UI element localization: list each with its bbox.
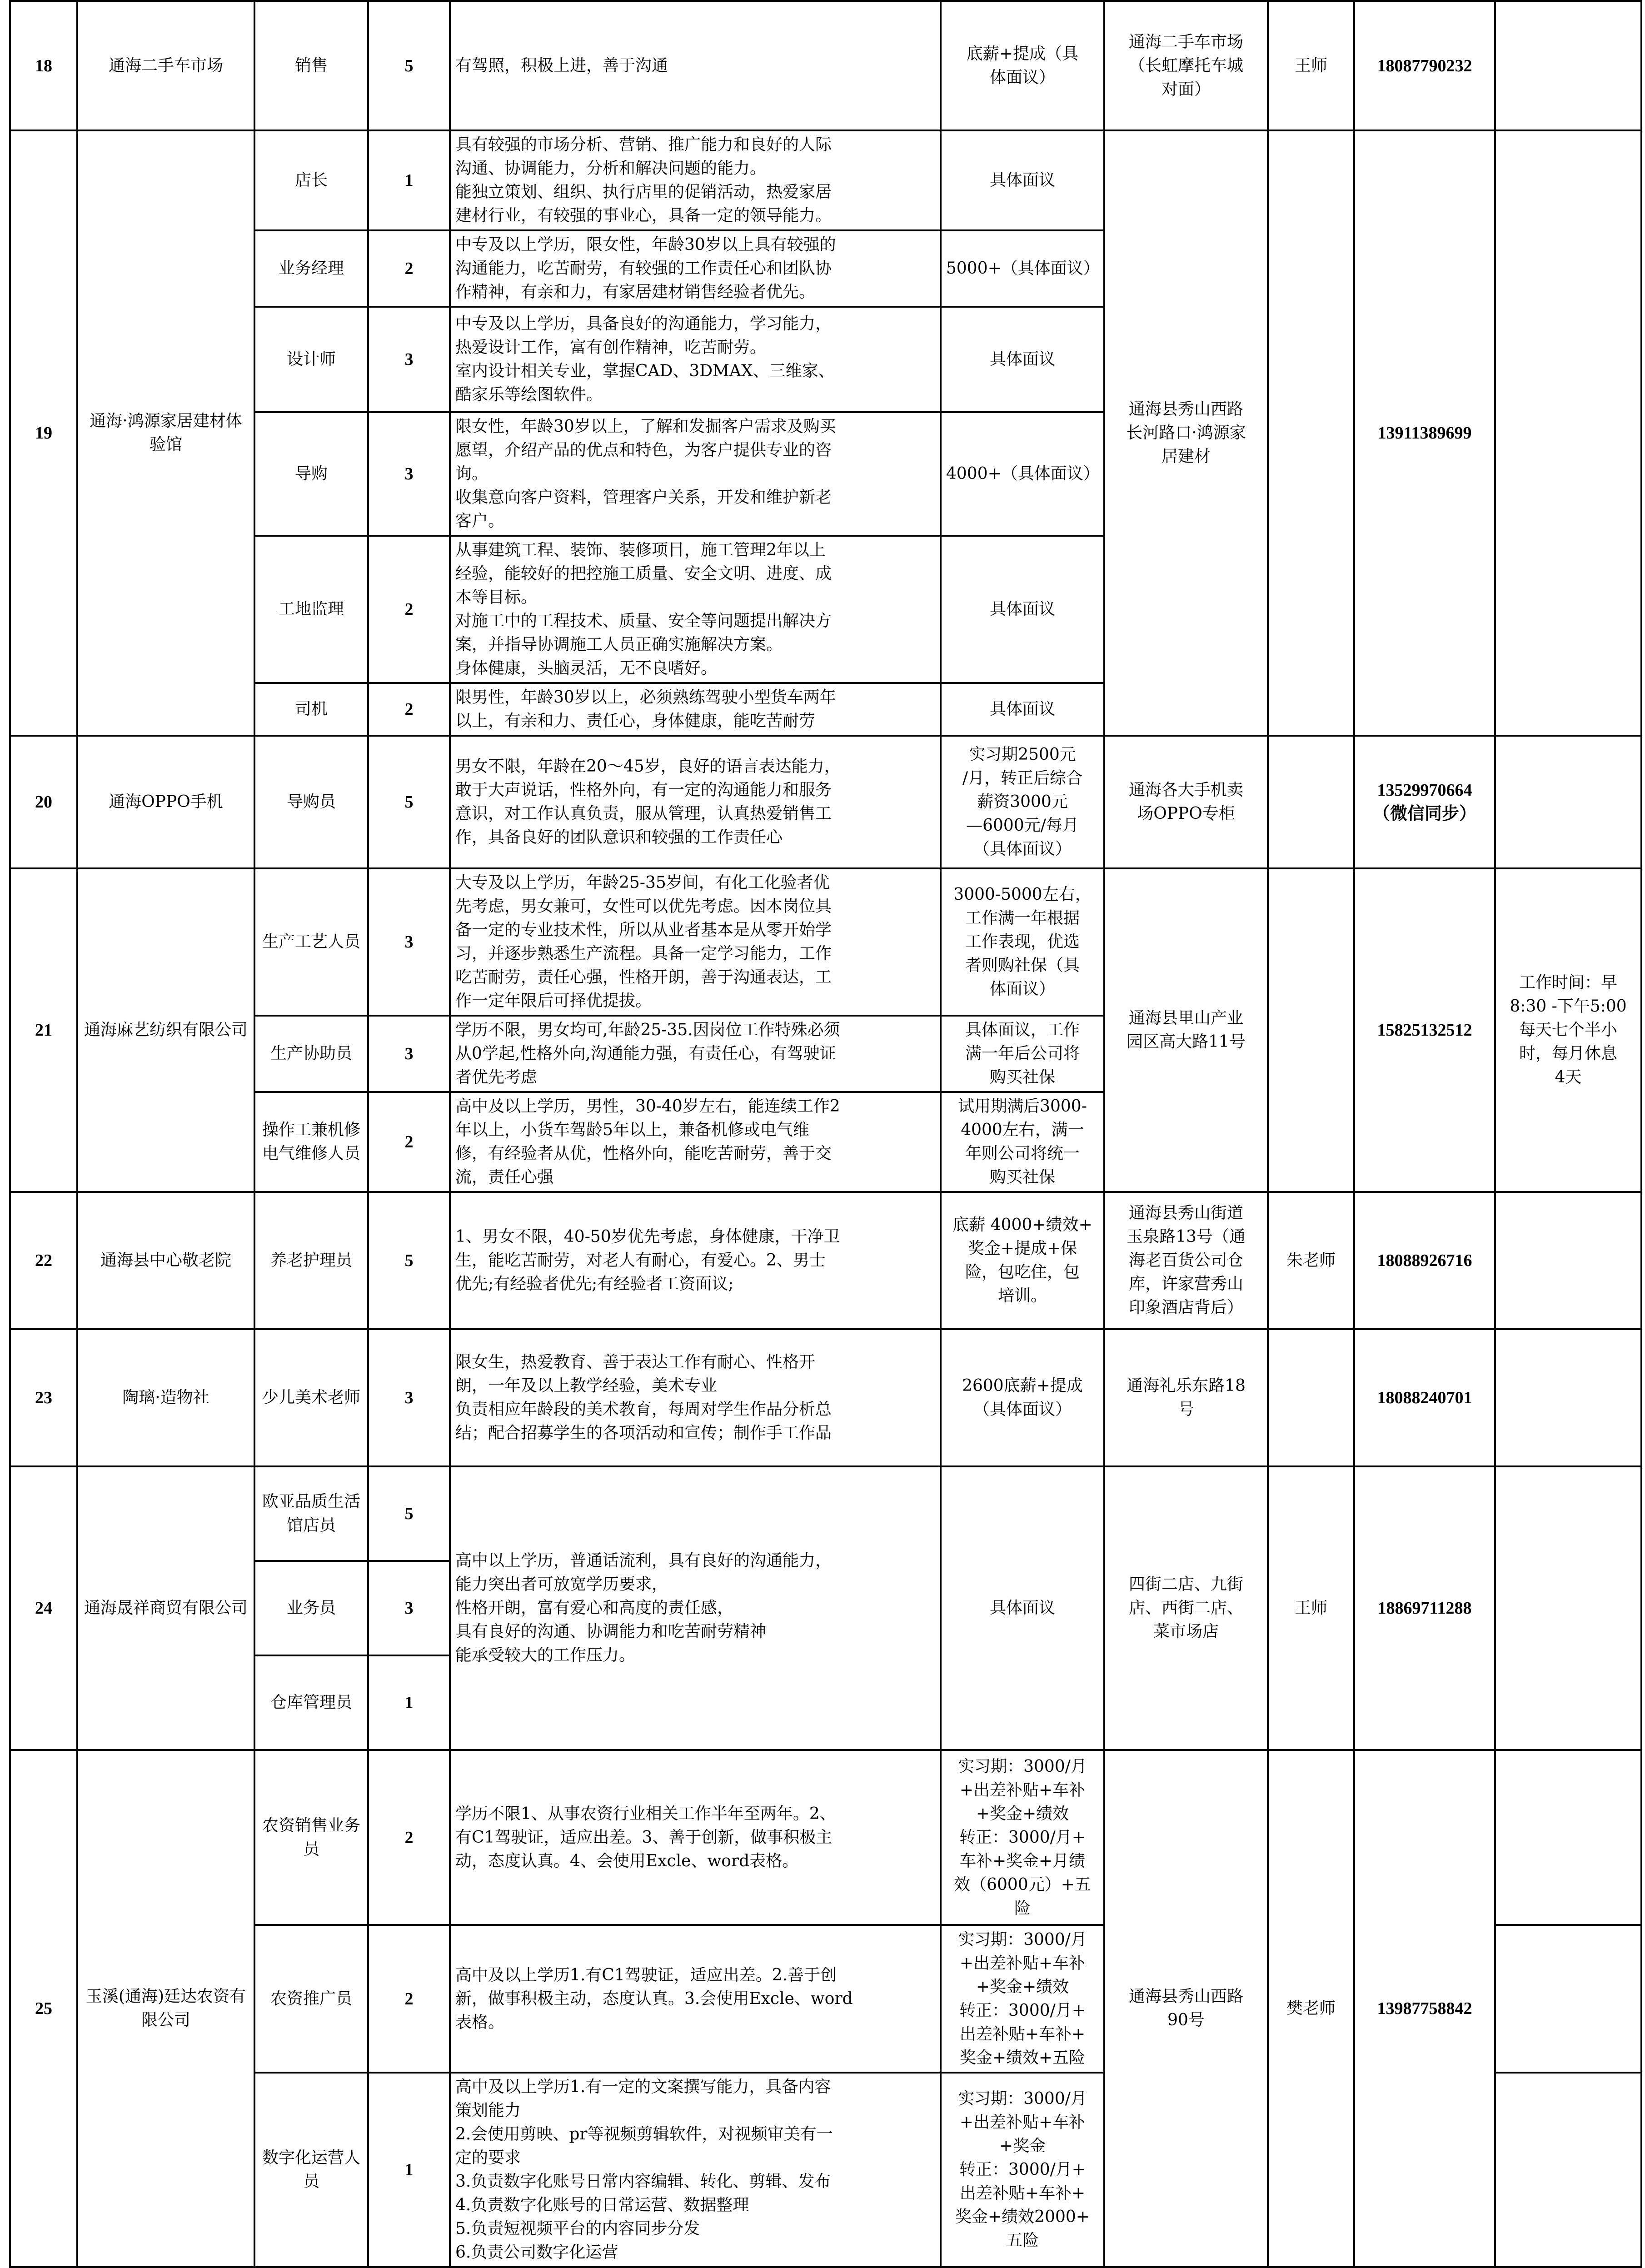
position-title: 业务员 bbox=[254, 1561, 368, 1655]
remarks-line: 8:30 -下午5:00 bbox=[1510, 997, 1627, 1016]
salary-line: 效（6000元）+五 bbox=[954, 1875, 1091, 1894]
remarks bbox=[1495, 1, 1641, 130]
work-address-line: 店、西街二店、 bbox=[1128, 1599, 1243, 1617]
salary-line: 转正：3000/月+ bbox=[959, 2001, 1086, 2020]
company-name: 通海麻艺纺织有限公司 bbox=[77, 868, 254, 1192]
salary-line: 购买社保 bbox=[989, 1068, 1055, 1087]
hire-count: 5 bbox=[368, 1192, 450, 1329]
requirements-line: 沟通能力，吃苦耐劳，有较强的工作责任心和团队协 bbox=[455, 259, 832, 278]
salary-line: 五险 bbox=[1006, 2231, 1039, 2250]
contact-person bbox=[1268, 868, 1354, 1192]
salary-line: 转正：3000/月+ bbox=[959, 1828, 1086, 1847]
salary-line: +出差补贴+车补 bbox=[959, 2113, 1086, 2132]
salary-line: 者则购社保（具 bbox=[965, 956, 1080, 975]
remarks bbox=[1495, 1925, 1641, 2073]
remarks bbox=[1495, 1192, 1641, 1329]
salary-line: +奖金+绩效 bbox=[976, 1804, 1069, 1823]
requirements-line: 有C1驾驶证，适应出差。3、善于创新，做事积极主 bbox=[455, 1828, 832, 1847]
phone-number-line: 15825132512 bbox=[1377, 1021, 1472, 1040]
salary bbox=[941, 1016, 1104, 1092]
contact-person bbox=[1268, 130, 1354, 736]
salary bbox=[941, 1192, 1104, 1329]
phone-number-line: 13911389699 bbox=[1377, 424, 1472, 443]
remarks-line: 每天七个半小 bbox=[1519, 1021, 1617, 1039]
requirements-line: 敢于大声说话，性格外向，有一定的沟通能力和服务 bbox=[455, 781, 832, 799]
hire-count: 3 bbox=[368, 1016, 450, 1092]
remarks bbox=[1495, 1466, 1641, 1750]
requirements bbox=[450, 1, 941, 130]
salary bbox=[941, 1, 1104, 130]
hire-count: 3 bbox=[368, 1329, 450, 1466]
salary-line: 底薪+提成（具 bbox=[966, 44, 1079, 63]
work-address bbox=[1104, 1, 1268, 130]
table-row bbox=[10, 868, 1641, 1016]
phone-number bbox=[1354, 130, 1495, 736]
requirements-line: 限男性，年龄30岁以上，必须熟练驾驶小型货车两年 bbox=[455, 688, 836, 707]
salary-line: +出差补贴+车补 bbox=[959, 1954, 1086, 1973]
row-number: 19 bbox=[10, 130, 77, 736]
work-address-line: 通海各大手机卖 bbox=[1128, 781, 1243, 799]
requirements bbox=[450, 1016, 941, 1092]
salary bbox=[941, 1329, 1104, 1466]
remarks bbox=[1495, 736, 1641, 868]
row-number: 25 bbox=[10, 1750, 77, 2267]
requirements-line: 负责相应年龄段的美术教育，每周对学生作品分析总 bbox=[455, 1400, 832, 1419]
work-address-line: 号 bbox=[1177, 1400, 1194, 1419]
position-title: 数字化运营人员 bbox=[254, 2073, 368, 2267]
work-address-line: 玉泉路13号（通 bbox=[1127, 1227, 1246, 1246]
salary-line: 实习期2500元 bbox=[969, 745, 1076, 764]
requirements bbox=[450, 1925, 941, 2073]
requirements-line: 优先;有经验者优先;有经验者工资面议; bbox=[455, 1275, 734, 1293]
requirements-line: 询。 bbox=[455, 464, 489, 483]
requirements-line: 经验，能较好的把控施工质量、安全文明、进度、成 bbox=[455, 564, 832, 583]
requirements-line: 对施工中的工程技术、质量、安全等问题提出解决方 bbox=[455, 612, 832, 630]
table-row bbox=[10, 1192, 1641, 1329]
salary-line: 险，包吃住，包 bbox=[965, 1263, 1080, 1281]
work-address bbox=[1104, 868, 1268, 1192]
contact-person: 樊老师 bbox=[1268, 1750, 1354, 2267]
salary-line: 具体面议 bbox=[989, 1599, 1055, 1617]
salary-line: 具体面议，工作 bbox=[965, 1021, 1080, 1039]
position-title: 导购 bbox=[254, 412, 368, 536]
requirements-line: 意识，对工作认真负责，服从管理，认真热爱销售工 bbox=[455, 804, 832, 823]
requirements-line: 策划能力 bbox=[455, 2101, 521, 2120]
position-title: 养老护理员 bbox=[254, 1192, 368, 1329]
salary-line: 车补+奖金+月绩 bbox=[959, 1851, 1086, 1870]
salary bbox=[941, 736, 1104, 868]
requirements-line: 3.负责数字化账号日常内容编辑、转化、剪辑、发布 bbox=[455, 2172, 831, 2191]
requirements-line: 案，并指导协调施工人员正确实施解决方案。 bbox=[455, 635, 783, 654]
work-address-line: 库，许家营秀山 bbox=[1128, 1275, 1243, 1293]
requirements-line: 能独立策划、组织、执行店里的促销活动，热爱家居 bbox=[455, 183, 832, 201]
requirements-line: 建材行业，有较强的事业心，具备一定的领导能力。 bbox=[455, 206, 832, 225]
work-address-line: 通海二手车市场 bbox=[1128, 32, 1243, 51]
requirements bbox=[450, 230, 941, 307]
salary bbox=[941, 683, 1104, 736]
requirements-line: 沟通、协调能力，分析和解决问题的能力。 bbox=[455, 159, 767, 178]
salary bbox=[941, 1092, 1104, 1192]
remarks-line: 时，每月休息 bbox=[1519, 1044, 1617, 1063]
requirements-line: 能力突出者可放宽学历要求， bbox=[455, 1575, 668, 1594]
company-name: 通海二手车市场 bbox=[77, 1, 254, 130]
requirements-line: 本等目标。 bbox=[455, 588, 538, 607]
table-row bbox=[10, 1466, 1641, 1561]
position-title: 仓库管理员 bbox=[254, 1655, 368, 1750]
hire-count: 3 bbox=[368, 868, 450, 1016]
hire-count: 5 bbox=[368, 1466, 450, 1561]
requirements bbox=[450, 868, 941, 1016]
phone-number-line: 18088240701 bbox=[1377, 1388, 1472, 1407]
phone-number-line: 18869711288 bbox=[1377, 1599, 1472, 1618]
hire-count: 3 bbox=[368, 412, 450, 536]
work-address-line: 长河路口·鸿源家 bbox=[1126, 424, 1246, 442]
requirements-line: 朗，一年及以上教学经验，美术专业 bbox=[455, 1376, 718, 1395]
work-address-line: 通海县秀山西路 bbox=[1128, 400, 1243, 419]
requirements-line: 4.负责数字化账号的日常运营、数据整理 bbox=[455, 2196, 749, 2214]
position-title: 少儿美术老师 bbox=[254, 1329, 368, 1466]
salary-line: 实习期：3000/月 bbox=[958, 1757, 1087, 1776]
salary-line: +奖金 bbox=[999, 2137, 1046, 2155]
table-row bbox=[10, 736, 1641, 868]
requirements-line: 1、男女不限，40-50岁优先考虑，身体健康，干净卫 bbox=[455, 1227, 840, 1246]
requirements-line: 从事建筑工程、装饰、装修项目，施工管理2年以上 bbox=[455, 541, 826, 559]
work-address bbox=[1104, 1329, 1268, 1466]
requirements bbox=[450, 1092, 941, 1192]
table-row bbox=[10, 1, 1641, 130]
work-address-line: 90号 bbox=[1167, 2011, 1205, 2029]
remarks bbox=[1495, 1329, 1641, 1466]
requirements-line: 结；配合招募学生的各项活动和宣传；制作手工作品 bbox=[455, 1424, 832, 1442]
requirements-line: 高中及以上学历1.有一定的文案撰写能力，具备内容 bbox=[455, 2078, 831, 2096]
salary-line: 年则公司将统一 bbox=[965, 1144, 1080, 1163]
salary-line: 培训。 bbox=[997, 1286, 1047, 1305]
requirements-line: 修，有经验者从优，性格外向，能吃苦耐劳，善于交 bbox=[455, 1144, 832, 1163]
salary-line: +出差补贴+车补 bbox=[959, 1780, 1086, 1799]
salary-line: /月，转正后综合 bbox=[962, 769, 1083, 788]
salary-line: 实习期：3000/月 bbox=[958, 2089, 1087, 2108]
requirements bbox=[450, 683, 941, 736]
remarks-line: 4天 bbox=[1555, 1068, 1582, 1087]
requirements bbox=[450, 536, 941, 683]
position-title: 农资销售业务员 bbox=[254, 1750, 368, 1925]
salary bbox=[941, 1925, 1104, 2073]
work-address bbox=[1104, 1466, 1268, 1750]
hire-count: 3 bbox=[368, 1561, 450, 1655]
requirements-line: 作，具备良好的团队意识和较强的工作责任心 bbox=[455, 828, 783, 847]
remarks-line: 工作时间：早 bbox=[1519, 973, 1617, 992]
position-title: 业务经理 bbox=[254, 230, 368, 307]
salary-line: 体面议） bbox=[989, 980, 1055, 998]
requirements-line: 5.负责短视频平台的内容同步分发 bbox=[455, 2219, 700, 2238]
salary-line: 险 bbox=[1014, 1899, 1031, 1918]
salary-line: 转正：3000/月+ bbox=[959, 2160, 1086, 2179]
remarks bbox=[1495, 130, 1641, 736]
position-title: 销售 bbox=[254, 1, 368, 130]
row-number: 23 bbox=[10, 1329, 77, 1466]
salary-line: 奖金+绩效+五险 bbox=[959, 2048, 1086, 2067]
row-number: 24 bbox=[10, 1466, 77, 1750]
hire-count: 5 bbox=[368, 736, 450, 868]
salary-line: 5000+（具体面议） bbox=[946, 259, 1100, 278]
row-number: 21 bbox=[10, 868, 77, 1192]
phone-number bbox=[1354, 1466, 1495, 1750]
work-address bbox=[1104, 130, 1268, 736]
work-address-line: 海老百货公司仓 bbox=[1128, 1251, 1243, 1270]
requirements-line: 具有较强的市场分析、营销、推广能力和良好的人际 bbox=[455, 135, 832, 154]
salary-line: —6000元/每月 bbox=[966, 816, 1079, 835]
salary-line: 具体面议 bbox=[989, 350, 1055, 369]
requirements-line: 先考虑，男女兼可，女性可以优先考虑。因本岗位具 bbox=[455, 897, 832, 916]
salary bbox=[941, 2073, 1104, 2267]
requirements-line: 定的要求 bbox=[455, 2148, 521, 2167]
job-listing-table bbox=[9, 0, 1642, 2268]
row-number: 20 bbox=[10, 736, 77, 868]
work-address-line: 印象酒店背后） bbox=[1128, 1298, 1243, 1317]
company-name: 通海OPPO手机 bbox=[77, 736, 254, 868]
position-title: 司机 bbox=[254, 683, 368, 736]
row-number: 22 bbox=[10, 1192, 77, 1329]
salary-line: +奖金+绩效 bbox=[976, 1977, 1069, 1996]
salary-line: 底薪 4000+绩效+ bbox=[952, 1216, 1092, 1234]
requirements-line: 年以上，小货车驾龄5年以上，兼备机修或电气维 bbox=[455, 1121, 809, 1139]
company-name: 通海晟祥商贸有限公司 bbox=[77, 1466, 254, 1750]
work-address bbox=[1104, 1750, 1268, 2267]
requirements bbox=[450, 1192, 941, 1329]
requirements bbox=[450, 736, 941, 868]
requirements-line: 学历不限1、从事农资行业相关工作半年至两年。2、 bbox=[455, 1804, 836, 1823]
position-title: 导购员 bbox=[254, 736, 368, 868]
requirements-line: 客户。 bbox=[455, 512, 505, 530]
requirements-line: 中专及以上学历，具备良好的沟通能力，学习能力， bbox=[455, 314, 832, 333]
work-address-line: 园区高大路11号 bbox=[1127, 1032, 1246, 1051]
requirements-line: 高中及以上学历1.有C1驾驶证，适应出差。2.善于创 bbox=[455, 1965, 837, 1984]
requirements-line: 从0学起,性格外向,沟通能力强，有责任心，有驾驶证 bbox=[455, 1044, 836, 1063]
phone-number bbox=[1354, 1, 1495, 130]
hire-count: 2 bbox=[368, 1750, 450, 1925]
position-title: 店长 bbox=[254, 130, 368, 230]
hire-count: 2 bbox=[368, 1925, 450, 2073]
salary bbox=[941, 307, 1104, 412]
hire-count: 2 bbox=[368, 1092, 450, 1192]
table-row bbox=[10, 1750, 1641, 1925]
requirements-line: 6.负责公司数字化运营 bbox=[455, 2243, 618, 2262]
hire-count: 2 bbox=[368, 683, 450, 736]
salary-line: （具体面议） bbox=[973, 840, 1072, 858]
requirements-line: 具有良好的沟通、协调能力和吃苦耐劳精神 bbox=[455, 1622, 767, 1641]
requirements-line: 高中及以上学历，男性，30-40岁左右，能连续工作2 bbox=[455, 1097, 840, 1116]
salary bbox=[941, 868, 1104, 1016]
requirements-line: 有驾照，积极上进，善于沟通 bbox=[455, 56, 668, 75]
requirements bbox=[450, 307, 941, 412]
phone-number bbox=[1354, 736, 1495, 868]
salary-line: 满一年后公司将 bbox=[965, 1044, 1080, 1063]
position-title: 工地监理 bbox=[254, 536, 368, 683]
salary-line: 工作满一年根据 bbox=[965, 909, 1080, 927]
requirements bbox=[450, 130, 941, 230]
requirements-line: 能承受较大的工作压力。 bbox=[455, 1646, 636, 1665]
work-address-line: 菜市场店 bbox=[1153, 1622, 1219, 1641]
requirements-line: 身体健康，头脑灵活，无不良嗜好。 bbox=[455, 659, 718, 678]
requirements-line: 学历不限，男女均可,年龄25-35.因岗位工作特殊必须 bbox=[455, 1021, 840, 1039]
salary-line: 具体面议 bbox=[989, 171, 1055, 189]
requirements-line: 流，责任心强 bbox=[455, 1168, 554, 1186]
salary-line: 具体面议 bbox=[989, 600, 1055, 618]
row-number: 18 bbox=[10, 1, 77, 130]
company-name: 陶璃·造物社 bbox=[77, 1329, 254, 1466]
requirements-line: 愿望，介绍产品的优点和特色，为客户提供专业的咨 bbox=[455, 441, 832, 459]
salary-line: 工作表现，优选 bbox=[965, 932, 1080, 951]
requirements-line: 性格开朗，富有爱心和高度的责任感， bbox=[455, 1599, 734, 1617]
work-address-line: （长虹摩托车城 bbox=[1128, 56, 1243, 75]
requirements-line: 大专及以上学历，年龄25-35岁间，有化工化验者优 bbox=[455, 873, 830, 892]
requirements bbox=[450, 1750, 941, 1925]
requirements-line: 限女生，热爱教育、善于表达工作有耐心、性格开 bbox=[455, 1353, 816, 1371]
work-address-line: 通海县秀山街道 bbox=[1128, 1204, 1243, 1222]
salary-line: 奖金+绩效2000+ bbox=[955, 2208, 1090, 2226]
requirements bbox=[450, 2073, 941, 2267]
contact-person: 王师 bbox=[1268, 1, 1354, 130]
remarks bbox=[1495, 1750, 1641, 1925]
phone-number bbox=[1354, 1192, 1495, 1329]
requirements-line: 习，并逐步熟悉生产流程。具备一定学习能力，工作 bbox=[455, 944, 832, 963]
company-name: 玉溪(通海)廷达农资有限公司 bbox=[77, 1750, 254, 2267]
requirements bbox=[450, 1466, 941, 1750]
position-title: 欧亚品质生活馆店员 bbox=[254, 1466, 368, 1561]
requirements-line: 新，做事积极主动，态度认真。3.会使用Excle、word bbox=[455, 1989, 853, 2008]
work-address-line: 四街二店、九街 bbox=[1128, 1575, 1243, 1594]
remarks bbox=[1495, 868, 1641, 1192]
work-address-line: 通海礼乐东路18 bbox=[1127, 1376, 1246, 1395]
phone-number-line: 18088926716 bbox=[1377, 1251, 1472, 1270]
hire-count: 1 bbox=[368, 2073, 450, 2267]
work-address-line: 场OPPO专柜 bbox=[1137, 804, 1235, 823]
salary-line: 薪资3000元 bbox=[977, 793, 1068, 811]
salary-line: 试用期满后3000- bbox=[958, 1097, 1087, 1116]
requirements-line: 以上，有亲和力、责任心，身体健康，能吃苦耐劳 bbox=[455, 712, 816, 730]
table-row bbox=[10, 130, 1641, 230]
requirements-line: 者优先考虑 bbox=[455, 1068, 538, 1087]
phone-number bbox=[1354, 1329, 1495, 1466]
requirements-line: 高中以上学历，普通话流利，具有良好的沟通能力， bbox=[455, 1551, 832, 1570]
contact-person: 朱老师 bbox=[1268, 1192, 1354, 1329]
salary-line: 4000左右，满一 bbox=[961, 1121, 1084, 1139]
requirements-line: 备一定的专业技术性，所以从业者基本是从零开始学 bbox=[455, 921, 832, 939]
salary-line: 实习期：3000/月 bbox=[958, 1930, 1087, 1949]
phone-number-line: 13987758842 bbox=[1377, 1999, 1472, 2018]
requirements-line: 生，能吃苦耐劳，对老人有耐心，有爱心。2、男士 bbox=[455, 1251, 826, 1270]
salary-line: 出差补贴+车补+ bbox=[959, 2024, 1086, 2044]
requirements-line: 室内设计相关专业，掌握CAD、3DMAX、三维家、 bbox=[455, 362, 835, 380]
requirements-line: 2.会使用剪映、pr等视频剪辑软件，对视频审美有一 bbox=[455, 2125, 833, 2143]
remarks bbox=[1495, 2073, 1641, 2267]
requirements bbox=[450, 412, 941, 536]
requirements-line: 酷家乐等绘图软件。 bbox=[455, 385, 603, 404]
requirements-line: 限女性，年龄30岁以上，了解和发掘客户需求及购买 bbox=[455, 417, 836, 436]
contact-person bbox=[1268, 736, 1354, 868]
requirements bbox=[450, 1329, 941, 1466]
hire-count: 1 bbox=[368, 130, 450, 230]
work-address-line: 通海县里山产业 bbox=[1128, 1009, 1243, 1027]
requirements-line: 吃苦耐劳，责任心强，性格开朗，善于沟通表达，工 bbox=[455, 968, 832, 987]
work-address-line: 通海县秀山西路 bbox=[1128, 1987, 1243, 2006]
requirements-line: 作精神，有亲和力，有家居建材销售经验者优先。 bbox=[455, 283, 816, 301]
position-title: 操作工兼机修电气维修人员 bbox=[254, 1092, 368, 1192]
position-title: 生产工艺人员 bbox=[254, 868, 368, 1016]
salary bbox=[941, 412, 1104, 536]
salary-line: 奖金+提成+保 bbox=[967, 1239, 1077, 1258]
company-name: 通海县中心敬老院 bbox=[77, 1192, 254, 1329]
requirements-line: 表格。 bbox=[455, 2013, 505, 2032]
requirements-line: 男女不限，年龄在20～45岁，良好的语言表达能力， bbox=[455, 757, 841, 776]
position-title: 生产协助员 bbox=[254, 1016, 368, 1092]
salary bbox=[941, 1750, 1104, 1925]
work-address-line: 对面） bbox=[1161, 80, 1211, 99]
requirements-line: 作一定年限后可择优提拔。 bbox=[455, 992, 652, 1010]
company-name: 通海·鸿源家居建材体验馆 bbox=[77, 130, 254, 736]
position-title: 农资推广员 bbox=[254, 1925, 368, 2073]
work-address bbox=[1104, 736, 1268, 868]
phone-number bbox=[1354, 1750, 1495, 2267]
work-address bbox=[1104, 1192, 1268, 1329]
contact-person bbox=[1268, 1329, 1354, 1466]
table-row bbox=[10, 1329, 1641, 1466]
salary-line: 具体面议 bbox=[989, 700, 1055, 718]
work-address-line: 居建材 bbox=[1161, 447, 1211, 466]
salary-line: 3000-5000左右， bbox=[953, 885, 1092, 904]
salary bbox=[941, 536, 1104, 683]
phone-number-line: 13529970664 bbox=[1377, 781, 1472, 800]
phone-number bbox=[1354, 868, 1495, 1192]
requirements-line: 动，态度认真。4、会使用Excle、word表格。 bbox=[455, 1851, 799, 1870]
phone-number-line: 18087790232 bbox=[1377, 56, 1472, 75]
requirements-line: 中专及以上学历，限女性，年龄30岁以上具有较强的 bbox=[455, 235, 836, 254]
salary bbox=[941, 230, 1104, 307]
hire-count: 5 bbox=[368, 1, 450, 130]
position-title: 设计师 bbox=[254, 307, 368, 412]
salary-line: 购买社保 bbox=[989, 1168, 1055, 1186]
hire-count: 3 bbox=[368, 307, 450, 412]
salary-line: 4000+（具体面议） bbox=[946, 464, 1100, 483]
contact-person: 王师 bbox=[1268, 1466, 1354, 1750]
hire-count: 2 bbox=[368, 230, 450, 307]
table-body bbox=[10, 1, 1641, 2267]
salary-line: 体面议） bbox=[989, 68, 1055, 87]
salary-line: 2600底薪+提成 bbox=[962, 1376, 1083, 1395]
salary-line: （具体面议） bbox=[973, 1400, 1072, 1419]
hire-count: 1 bbox=[368, 1655, 450, 1750]
salary-line: 出差补贴+车补+ bbox=[959, 2184, 1086, 2203]
phone-number-line: （微信同步） bbox=[1372, 804, 1476, 823]
salary bbox=[941, 1466, 1104, 1750]
requirements-line: 收集意向客户资料，管理客户关系，开发和维护新老 bbox=[455, 488, 832, 507]
requirements-line: 热爱设计工作，富有创作精神，吃苦耐劳。 bbox=[455, 338, 767, 357]
hire-count: 2 bbox=[368, 536, 450, 683]
salary bbox=[941, 130, 1104, 230]
